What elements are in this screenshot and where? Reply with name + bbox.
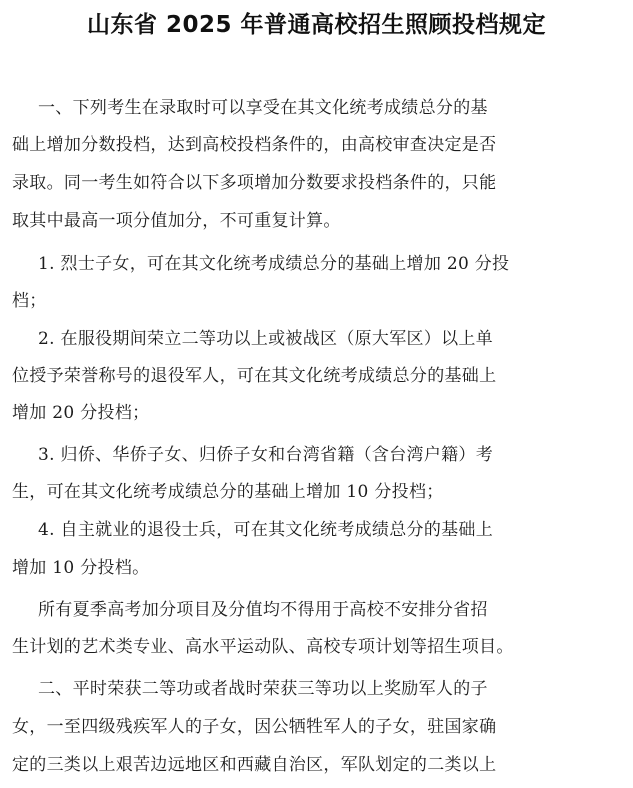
item-2-line-1: 2. 在服役期间荣立二等功以上或被战区（原大军区）以上单 [38,329,494,349]
note-line-1: 所有夏季高考加分项目及分值均不得用于高校不安排分省招 [38,600,488,620]
paragraph-1-line-3: 录取。同一考生如符合以下多项增加分数要求投档条件的，只能 [12,173,497,193]
item-3-line-1: 3. 归侨、华侨子女、归侨子女和台湾省籍（含台湾户籍）考 [38,445,494,465]
item-4-line-2: 增加 10 分投档。 [12,558,150,578]
item-1-line-2: 档； [12,291,47,311]
item-2-line-2: 位授予荣誉称号的退役军人，可在其文化统考成绩总分的基础上 [12,366,497,386]
item-3-line-2: 生，可在其文化统考成绩总分的基础上增加 10 分投档； [12,482,444,502]
paragraph-1-line-2: 础上增加分数投档，达到高校投档条件的，由高校审查决定是否 [12,135,497,155]
note-line-2: 生计划的艺术类专业、高水平运动队、高校专项计划等招生项目。 [12,637,514,657]
item-4-line-1: 4. 自主就业的退役士兵，可在其文化统考成绩总分的基础上 [38,520,494,540]
paragraph-1-line-4: 取其中最高一项分值加分，不可重复计算。 [12,211,341,231]
item-1-line-1: 1. 烈士子女，可在其文化统考成绩总分的基础上增加 20 分投 [38,254,510,274]
paragraph-2-line-1: 二、平时荣获二等功或者战时荣获三等功以上奖励军人的子 [38,679,488,699]
item-2-line-3: 增加 20 分投档； [12,403,150,423]
paragraph-2-line-2: 女，一至四级残疾军人的子女，因公牺牲军人的子女，驻国家确 [12,717,497,737]
paragraph-2-line-3: 定的三类以上艰苦边远地区和西藏自治区，军队划定的二类以上 [12,755,497,775]
document-title: 山东省 2025 年普通高校招生照顾投档规定 [86,12,547,38]
paragraph-1-line-1: 一、下列考生在录取时可以享受在其文化统考成绩总分的基 [38,98,488,118]
